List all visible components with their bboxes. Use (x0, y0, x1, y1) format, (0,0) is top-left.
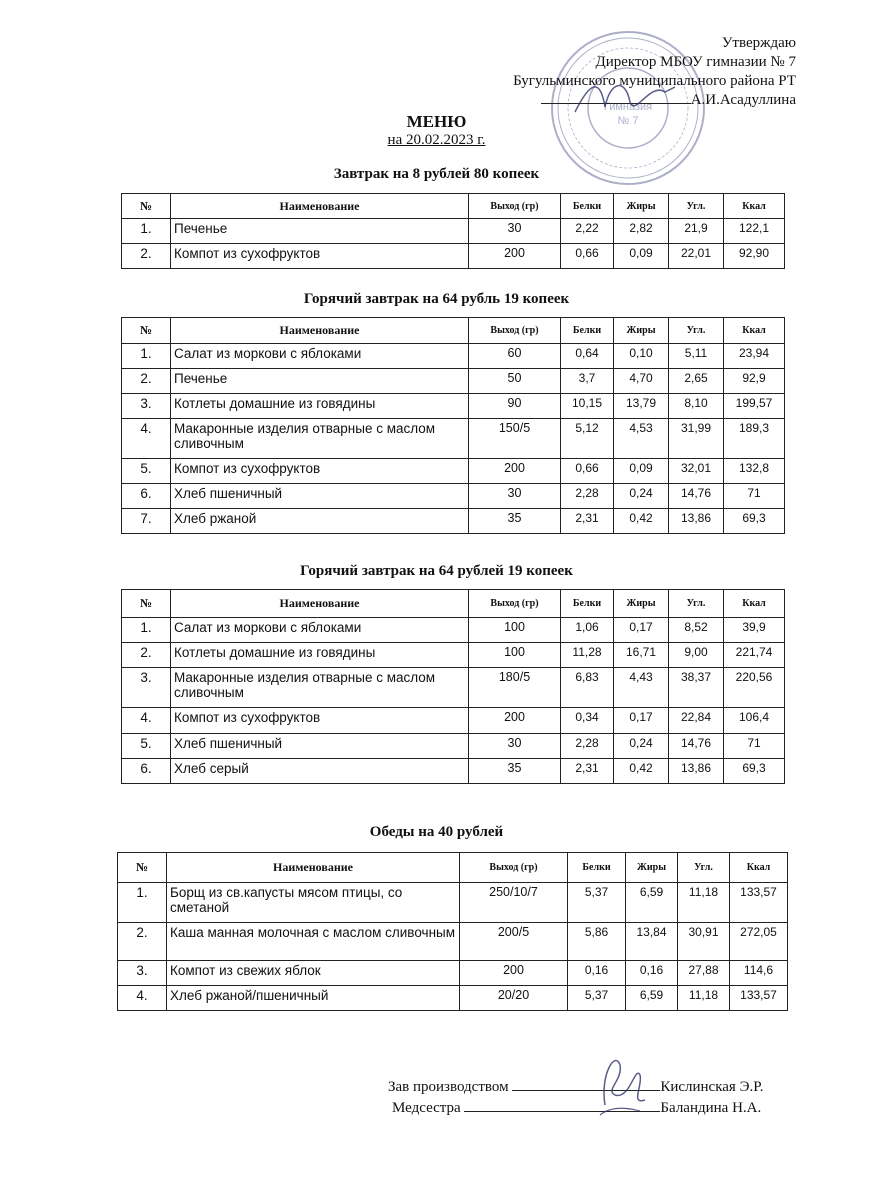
row-carbs: 11,18 (678, 986, 730, 1011)
row-kcal: 92,9 (724, 369, 785, 394)
col-number: № (122, 318, 171, 344)
row-carbs: 22,84 (669, 708, 724, 734)
row-number: 1. (122, 344, 171, 369)
menu-table (121, 193, 785, 269)
row-carbs: 5,11 (669, 344, 724, 369)
row-kcal: 133,57 (730, 883, 788, 923)
col-output: Выход (гр) (469, 194, 561, 219)
col-protein: Белки (561, 194, 614, 219)
row-fat: 2,82 (614, 219, 669, 244)
row-number: 1. (118, 883, 167, 923)
svg-text:№ 7: № 7 (617, 115, 639, 127)
col-protein: Белки (561, 590, 614, 618)
row-carbs: 38,37 (669, 668, 724, 708)
table-row (122, 219, 785, 244)
row-number: 5. (122, 734, 171, 759)
row-number: 3. (122, 394, 171, 419)
approval-district: Бугульминского муниципального района РТ (513, 73, 796, 89)
row-kcal: 71 (724, 484, 785, 509)
row-protein: 2,22 (561, 219, 614, 244)
row-carbs: 14,76 (669, 484, 724, 509)
row-output: 30 (469, 734, 561, 759)
menu-table (117, 852, 788, 1011)
row-protein: 0,34 (561, 708, 614, 734)
col-kcal: Ккал (724, 318, 785, 344)
row-kcal: 39,9 (724, 618, 785, 643)
row-protein: 6,83 (561, 668, 614, 708)
row-protein: 2,31 (561, 509, 614, 534)
director-name: А.И.Асадуллина (690, 92, 796, 108)
row-fat: 4,70 (614, 369, 669, 394)
row-fat: 13,79 (614, 394, 669, 419)
row-fat: 13,84 (626, 923, 678, 961)
table-row (122, 484, 785, 509)
row-number: 2. (122, 369, 171, 394)
row-name: Компот из сухофруктов (171, 708, 469, 734)
row-protein: 0,64 (561, 344, 614, 369)
row-protein: 0,66 (561, 459, 614, 484)
row-number: 3. (118, 961, 167, 986)
row-protein: 2,28 (561, 484, 614, 509)
row-name: Компот из свежих яблок (167, 961, 460, 986)
row-number: 4. (118, 986, 167, 1011)
col-name: Наименование (171, 318, 469, 344)
row-name: Хлеб ржаной (171, 509, 469, 534)
row-fat: 0,17 (614, 708, 669, 734)
row-number: 6. (122, 484, 171, 509)
row-fat: 0,17 (614, 618, 669, 643)
row-protein: 3,7 (561, 369, 614, 394)
nurse-name: Баландина Н.А. (660, 1100, 762, 1116)
col-fat: Жиры (614, 194, 669, 219)
nurse-signature-row (392, 1100, 761, 1117)
row-carbs: 11,18 (678, 883, 730, 923)
row-name: Котлеты домашние из говядины (171, 394, 469, 419)
approval-heading: Утверждаю (721, 35, 796, 51)
row-output: 35 (469, 759, 561, 784)
row-fat: 0,09 (614, 459, 669, 484)
section-title: Горячий завтрак на 64 рублей 19 копеек (300, 563, 573, 579)
col-output: Выход (гр) (469, 318, 561, 344)
row-number: 7. (122, 509, 171, 534)
row-protein: 0,66 (561, 244, 614, 269)
col-number: № (118, 853, 167, 883)
col-number: № (122, 590, 171, 618)
menu-table (121, 589, 785, 784)
nurse-label: Медсестра (392, 1100, 461, 1116)
row-number: 1. (122, 618, 171, 643)
col-carbs: Угл. (669, 194, 724, 219)
row-number: 2. (122, 643, 171, 668)
production-label: Зав производством (388, 1079, 509, 1095)
row-fat: 0,42 (614, 509, 669, 534)
col-kcal: Ккал (730, 853, 788, 883)
row-fat: 0,16 (626, 961, 678, 986)
row-output: 180/5 (469, 668, 561, 708)
row-carbs: 27,88 (678, 961, 730, 986)
col-output: Выход (гр) (469, 590, 561, 618)
row-protein: 2,31 (561, 759, 614, 784)
row-carbs: 8,52 (669, 618, 724, 643)
row-fat: 6,59 (626, 986, 678, 1011)
row-output: 35 (469, 509, 561, 534)
col-name: Наименование (171, 194, 469, 219)
row-carbs: 31,99 (669, 419, 724, 459)
row-name: Печенье (171, 219, 469, 244)
col-number: № (122, 194, 171, 219)
col-protein: Белки (568, 853, 626, 883)
col-name: Наименование (171, 590, 469, 618)
table-row (122, 708, 785, 734)
table-row (118, 883, 788, 923)
row-name: Макаронные изделия отварные с маслом сливочным (171, 668, 469, 708)
row-output: 30 (469, 219, 561, 244)
row-carbs: 22,01 (669, 244, 724, 269)
row-output: 250/10/7 (460, 883, 568, 923)
table-row (122, 668, 785, 708)
col-name: Наименование (167, 853, 460, 883)
row-name: Хлеб ржаной/пшеничный (167, 986, 460, 1011)
row-kcal: 106,4 (724, 708, 785, 734)
approval-director: Директор МБОУ гимназии № 7 (595, 54, 796, 70)
production-signature (585, 1045, 655, 1120)
row-name: Котлеты домашние из говядины (171, 643, 469, 668)
row-output: 200 (469, 708, 561, 734)
production-signature-row (388, 1079, 763, 1096)
col-fat: Жиры (614, 318, 669, 344)
row-protein: 10,15 (561, 394, 614, 419)
row-name: Макаронные изделия отварные с маслом сливочным (171, 419, 469, 459)
row-carbs: 30,91 (678, 923, 730, 961)
row-carbs: 21,9 (669, 219, 724, 244)
table-row (122, 759, 785, 784)
row-name: Борщ из св.капусты мясом птицы, со сметаной (167, 883, 460, 923)
row-output: 50 (469, 369, 561, 394)
row-output: 200/5 (460, 923, 568, 961)
row-kcal: 122,1 (724, 219, 785, 244)
row-output: 200 (469, 459, 561, 484)
row-kcal: 23,94 (724, 344, 785, 369)
row-fat: 0,10 (614, 344, 669, 369)
row-protein: 5,37 (568, 883, 626, 923)
row-output: 30 (469, 484, 561, 509)
table-row (122, 394, 785, 419)
col-protein: Белки (561, 318, 614, 344)
row-name: Салат из моркови с яблоками (171, 618, 469, 643)
row-protein: 5,37 (568, 986, 626, 1011)
production-name: Кислинская Э.Р. (660, 1079, 764, 1095)
col-kcal: Ккал (724, 590, 785, 618)
row-output: 150/5 (469, 419, 561, 459)
row-kcal: 133,57 (730, 986, 788, 1011)
row-carbs: 14,76 (669, 734, 724, 759)
row-fat: 6,59 (626, 883, 678, 923)
row-fat: 16,71 (614, 643, 669, 668)
col-carbs: Угл. (678, 853, 730, 883)
row-carbs: 13,86 (669, 759, 724, 784)
row-number: 2. (122, 244, 171, 269)
row-fat: 0,09 (614, 244, 669, 269)
col-carbs: Угл. (669, 590, 724, 618)
menu-date: на 20.02.2023 г. (387, 132, 486, 148)
row-kcal: 114,6 (730, 961, 788, 986)
table-row (122, 643, 785, 668)
menu-table (121, 317, 785, 534)
section-title: Обеды на 40 рублей (369, 824, 504, 840)
row-name: Салат из моркови с яблоками (171, 344, 469, 369)
row-output: 200 (469, 244, 561, 269)
row-kcal: 272,05 (730, 923, 788, 961)
row-number: 2. (118, 923, 167, 961)
row-carbs: 8,10 (669, 394, 724, 419)
col-output: Выход (гр) (460, 853, 568, 883)
row-name: Каша манная молочная с маслом сливочным (167, 923, 460, 961)
row-number: 4. (122, 708, 171, 734)
col-carbs: Угл. (669, 318, 724, 344)
row-name: Компот из сухофруктов (171, 459, 469, 484)
page-title: МЕНЮ (406, 112, 467, 131)
table-row (118, 961, 788, 986)
row-output: 90 (469, 394, 561, 419)
row-name: Хлеб пшеничный (171, 484, 469, 509)
row-kcal: 92,90 (724, 244, 785, 269)
row-kcal: 189,3 (724, 419, 785, 459)
col-fat: Жиры (614, 590, 669, 618)
row-name: Компот из сухофруктов (171, 244, 469, 269)
table-row (122, 618, 785, 643)
row-kcal: 69,3 (724, 759, 785, 784)
row-number: 3. (122, 668, 171, 708)
svg-text:Гимназия: Гимназия (603, 101, 653, 113)
row-carbs: 2,65 (669, 369, 724, 394)
row-fat: 0,24 (614, 734, 669, 759)
row-number: 5. (122, 459, 171, 484)
row-protein: 5,12 (561, 419, 614, 459)
section-title: Завтрак на 8 рублей 80 копеек (333, 166, 540, 182)
table-row (122, 459, 785, 484)
row-protein: 0,16 (568, 961, 626, 986)
row-kcal: 220,56 (724, 668, 785, 708)
row-fat: 0,42 (614, 759, 669, 784)
row-protein: 2,28 (561, 734, 614, 759)
row-number: 1. (122, 219, 171, 244)
col-kcal: Ккал (724, 194, 785, 219)
row-carbs: 13,86 (669, 509, 724, 534)
row-name: Печенье (171, 369, 469, 394)
table-row (122, 344, 785, 369)
row-kcal: 221,74 (724, 643, 785, 668)
row-name: Хлеб пшеничный (171, 734, 469, 759)
table-row (122, 244, 785, 269)
row-output: 100 (469, 643, 561, 668)
col-fat: Жиры (626, 853, 678, 883)
row-output: 200 (460, 961, 568, 986)
table-row (122, 419, 785, 459)
row-fat: 4,43 (614, 668, 669, 708)
table-row (118, 986, 788, 1011)
table-row (122, 509, 785, 534)
row-output: 20/20 (460, 986, 568, 1011)
row-kcal: 69,3 (724, 509, 785, 534)
row-kcal: 71 (724, 734, 785, 759)
table-row (118, 923, 788, 961)
row-carbs: 9,00 (669, 643, 724, 668)
row-protein: 11,28 (561, 643, 614, 668)
row-output: 100 (469, 618, 561, 643)
table-row (122, 734, 785, 759)
row-protein: 1,06 (561, 618, 614, 643)
row-number: 6. (122, 759, 171, 784)
row-fat: 0,24 (614, 484, 669, 509)
table-row (122, 369, 785, 394)
row-kcal: 132,8 (724, 459, 785, 484)
row-carbs: 32,01 (669, 459, 724, 484)
row-kcal: 199,57 (724, 394, 785, 419)
row-number: 4. (122, 419, 171, 459)
row-output: 60 (469, 344, 561, 369)
row-fat: 4,53 (614, 419, 669, 459)
row-name: Хлеб серый (171, 759, 469, 784)
row-protein: 5,86 (568, 923, 626, 961)
section-title: Горячий завтрак на 64 рубль 19 копеек (303, 291, 570, 307)
